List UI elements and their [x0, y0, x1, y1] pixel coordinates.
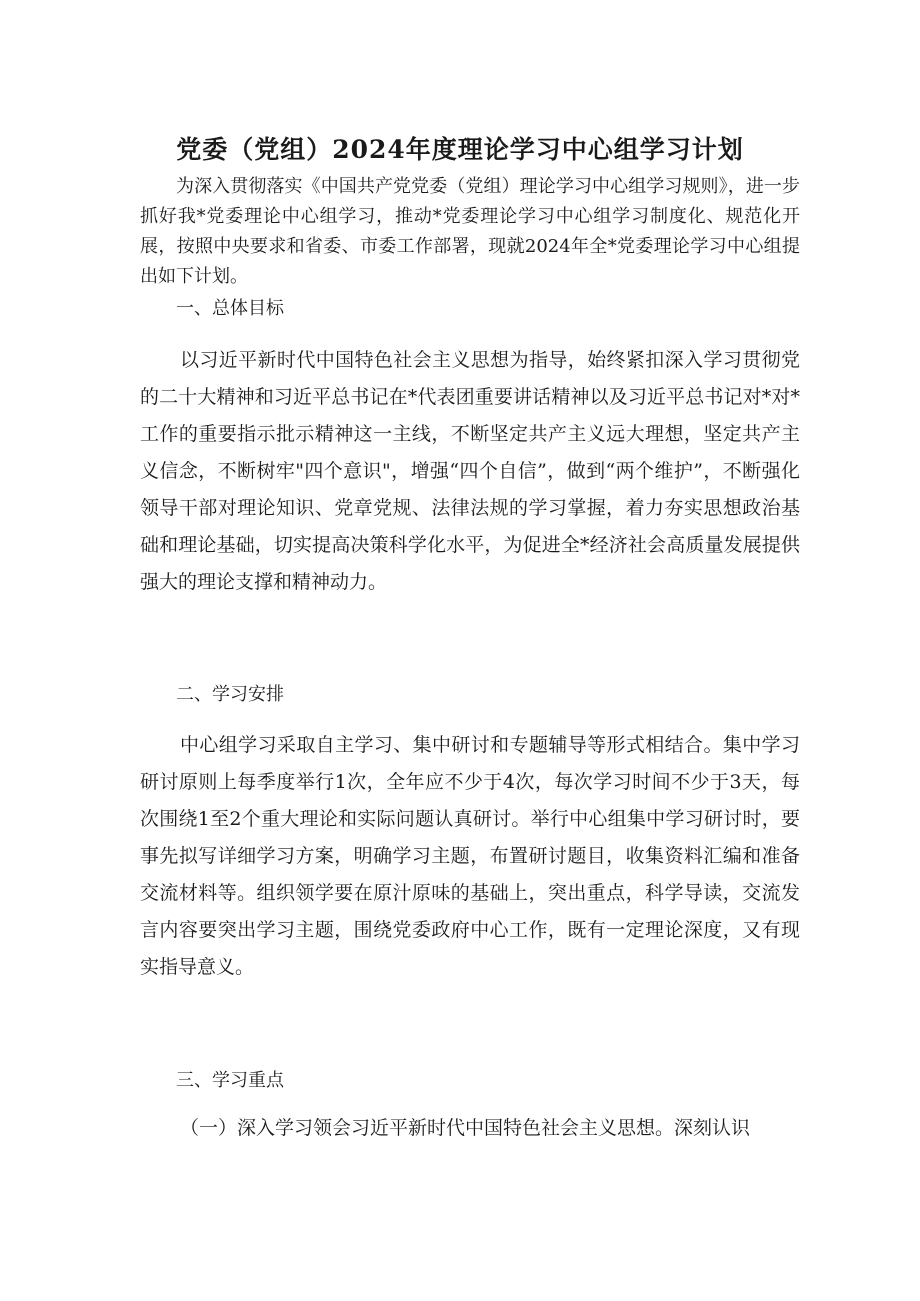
section-heading-goals: 一、总体目标	[176, 298, 284, 319]
section-body-arrangement: 中心组学习采取自主学习、集中研讨和专题辅导等形式相结合。集中学习研讨原则上每季度举行1次，全年应不少于4次，每次学习时间不少于3天，每次围绕1至2个重大理论和实际问题认真研讨。举行中心组集中学习研讨时，要事先拟写详细学习方案，明确学习主题，布置研讨题目，收集资料汇编和准备交流材料等。组织领学要在原汁原味的基础上，突出重点，科学导读，交流发言内容要突出学习主题，围绕党委政府中心工作，既有一定理论深度，又有现实指导意义。	[140, 734, 800, 978]
document-title: 党委（党组）2024年度理论学习中心组学习计划	[176, 134, 744, 164]
section-heading-arrangement: 二、学习安排	[176, 684, 284, 705]
section-heading-focus: 三、学习重点	[176, 1070, 284, 1091]
intro-paragraph: 为深入贯彻落实《中国共产党党委（党组）理论学习中心组学习规则》，进一步抓好我*党委理论中心组学习，推动*党委理论学习中心组学习制度化、规范化开展，按照中央要求和省委、市委工作部署，现就2024年全*党委理论学习中心组提出如下计划。	[140, 176, 800, 287]
section-body-focus: （一）深入学习领会习近平新时代中国特色社会主义思想。深刻认识	[180, 1117, 751, 1139]
section-body-goals: 以习近平新时代中国特色社会主义思想为指导，始终紧扣深入学习贯彻党的二十大精神和习近平总书记在*代表团重要讲话精神以及习近平总书记对*对*工作的重要指示批示精神这一主线，不断坚定共产主义远大理想，坚定共产主义信念，不断树牢"四个意识"，增强“四个自信”，做到“两个维护”，不断强化领导干部对理论知识、党章党规、法律法规的学习掌握，着力夯实思想政治基础和理论基础，切实提高决策科学化水平，为促进全*经济社会高质量发展提供强大的理论支撑和精神动力。	[140, 349, 800, 593]
